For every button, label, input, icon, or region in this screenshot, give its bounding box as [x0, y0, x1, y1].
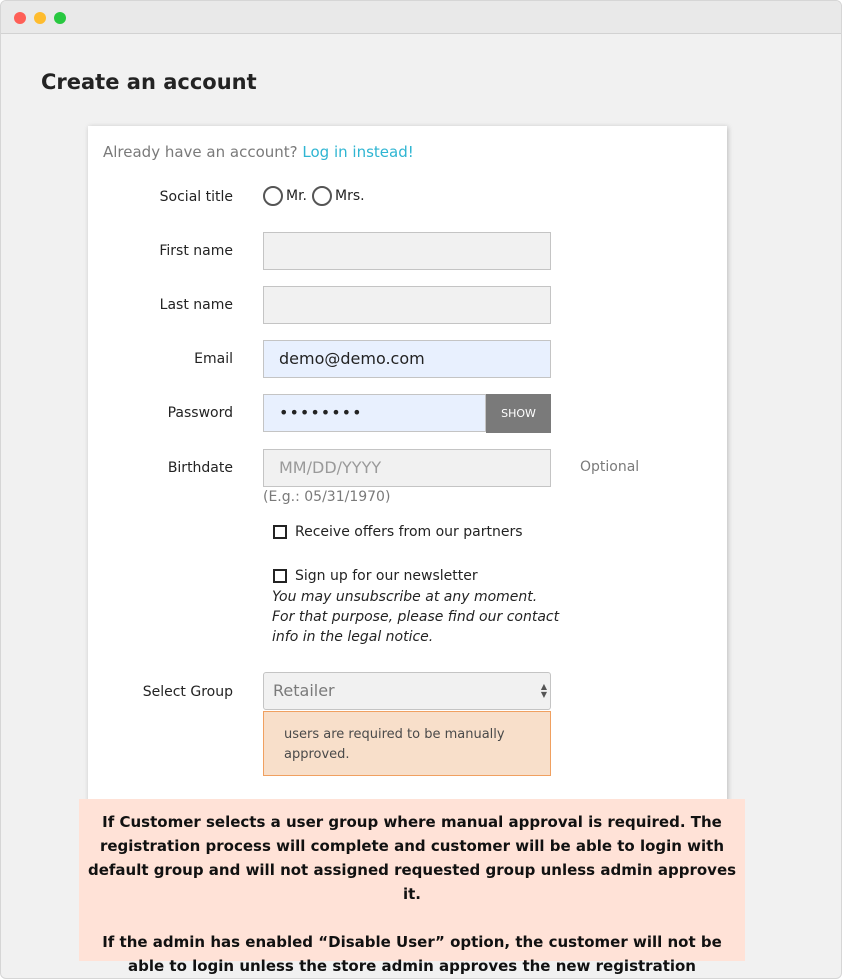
birthdate-optional-text: Optional	[580, 459, 640, 475]
email-label: Email	[194, 351, 233, 367]
password-label: Password	[167, 405, 233, 421]
login-link[interactable]: Log in instead!	[302, 143, 414, 161]
minimize-window-icon[interactable]	[34, 12, 46, 24]
radio-mr-label: Mr.	[286, 188, 307, 204]
title-bar	[1, 1, 841, 34]
radio-mrs[interactable]	[312, 186, 332, 206]
page-title: Create an account	[41, 70, 257, 94]
radio-mr[interactable]	[263, 186, 283, 206]
registration-form	[88, 126, 727, 816]
radio-mrs-label: Mrs.	[335, 188, 365, 204]
login-prompt	[103, 143, 414, 161]
birthdate-input[interactable]: MM/DD/YYYY	[263, 449, 551, 487]
last-name-label: Last name	[159, 297, 233, 313]
select-group-dropdown[interactable]	[263, 672, 551, 710]
select-group-value: Retailer	[273, 681, 335, 700]
social-title-options	[263, 186, 370, 206]
partners-option	[273, 524, 523, 540]
dropdown-arrows-icon: ▲ ▼	[540, 682, 547, 699]
close-window-icon[interactable]	[14, 12, 26, 24]
password-input[interactable]: ••••••••	[263, 394, 486, 432]
first-name-label: First name	[159, 243, 233, 259]
email-input[interactable]: demo@demo.com	[263, 340, 551, 378]
birthdate-hint: (E.g.: 05/31/1970)	[263, 489, 391, 505]
newsletter-label: Sign up for our newsletter	[295, 568, 478, 584]
birthdate-label: Birthdate	[167, 460, 233, 476]
maximize-window-icon[interactable]	[54, 12, 66, 24]
login-prompt-text: Already have an account?	[103, 143, 298, 161]
approval-alert: users are required to be manually approved.	[263, 711, 551, 776]
newsletter-note: You may unsubscribe at any moment. For that purpose, please find our contact info in the legal notice.	[272, 589, 560, 645]
callout-paragraph-1: If Customer selects a user group where manual approval is required. The registration process will complete and customer will be able to login with default group and will not assigned requested group unless admin approves it.	[87, 813, 737, 903]
newsletter-option	[273, 568, 478, 584]
last-name-input[interactable]	[263, 286, 551, 324]
partners-checkbox[interactable]	[273, 525, 287, 539]
partners-label: Receive offers from our partners	[295, 524, 523, 540]
newsletter-checkbox[interactable]	[273, 569, 287, 583]
callout-paragraph-2: If the admin has enabled “Disable User” option, the customer will not be able to login unless the store admin approves the new registration	[102, 933, 722, 975]
select-group-label: Select Group	[142, 684, 233, 700]
social-title-label: Social title	[159, 189, 233, 205]
info-callout	[79, 799, 745, 975]
show-password-button[interactable]: SHOW	[486, 394, 551, 433]
first-name-input[interactable]	[263, 232, 551, 270]
